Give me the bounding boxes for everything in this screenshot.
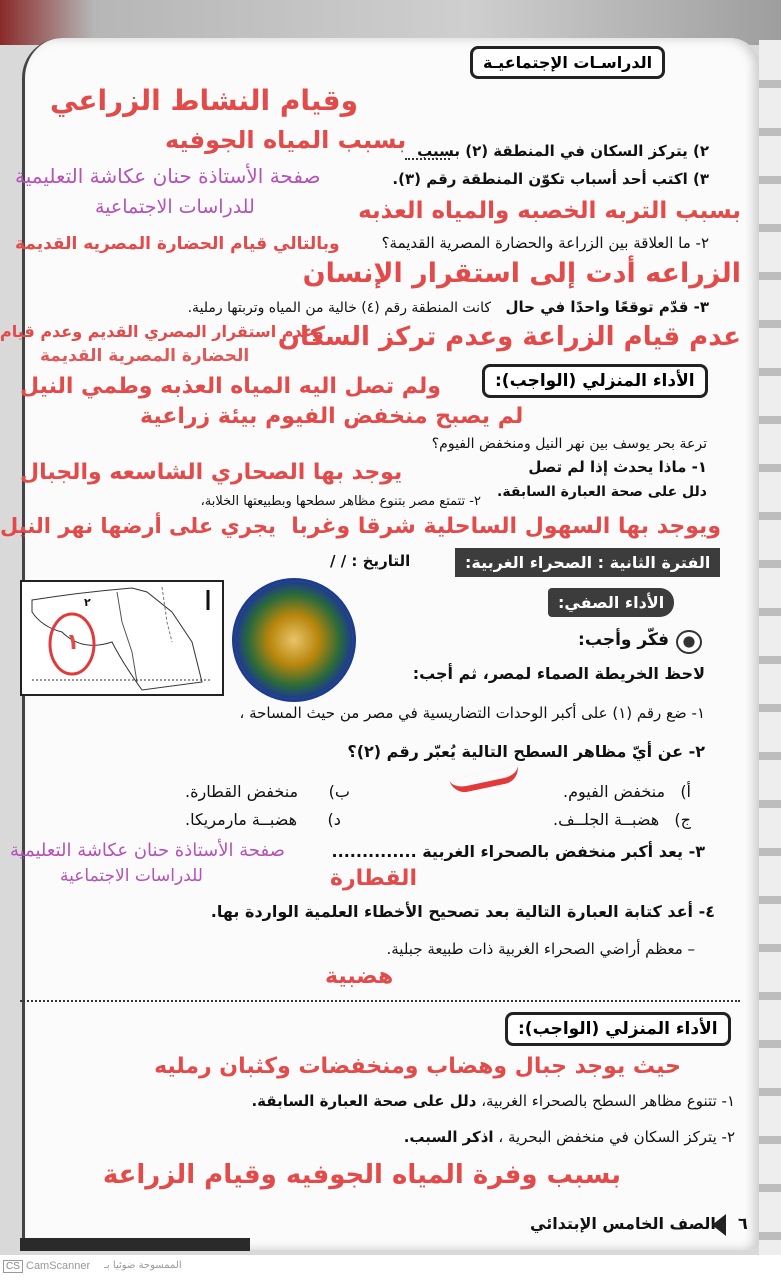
statement-text: – معظم أراضي الصحراء الغربية ذات طبيعة جبلية. (386, 940, 695, 958)
handwritten-answer: يوجد بها الصحاري الشاسعه والجبال (20, 460, 403, 485)
camscanner-logo-icon: CS (3, 1260, 23, 1273)
handwritten-answer: وعدم استقرار المصري القديم وعدم قيام (0, 322, 324, 341)
footer-band (20, 1238, 250, 1251)
section-banner: الفترة الثانية : الصحراء الغربية: (455, 548, 720, 577)
homework-title: الأداء المنزلي (الواجب): (482, 364, 708, 398)
handwritten-answer: ولم تصل اليه المياه العذبه وطمي النيل (20, 374, 441, 399)
question-text-regular: ٢- يتركز السكان في منخفض البحرية ، (498, 1128, 735, 1146)
watermark-text: للدراسات الاجتماعية (60, 866, 203, 886)
egypt-blank-map (20, 580, 224, 696)
question-text: كانت المنطقة رقم (٤) خالية من المياه وتربتها رملية. (187, 300, 491, 316)
option-text: هضبــة مارمريكا. (185, 810, 297, 829)
scanner-label: الممسوحة ضوئيا بـ (104, 1260, 182, 1271)
map-answer-number: ١ (66, 630, 80, 655)
question-text: ١- ضع رقم (١) على أكبر الوحدات التضاريسية في مصر من حيث المساحة ، (239, 704, 705, 722)
scanner-footer (0, 1255, 781, 1280)
option-key: ب) (328, 782, 350, 801)
page-number: ٦ (738, 1214, 748, 1233)
homework-title: الأداء المنزلي (الواجب): (505, 1012, 731, 1046)
question-text: ٣- يعد أكبر منخفض بالصحراء الغربية .............. (331, 842, 705, 861)
instruction-text: لاحظ الخريطة الصماء لمصر، ثم أجب: (412, 664, 705, 683)
question-text: ٤- أعد كتابة العبارة التالية بعد تصحيح الأخطاء العلمية الواردة بها. (210, 902, 715, 921)
page-edge (759, 40, 781, 1255)
watermark-text: صفحة الأستاذة حنان عكاشة التعليمية (10, 840, 285, 861)
map-label: ٢ (84, 596, 91, 609)
answer-line (20, 1000, 740, 1002)
handwritten-answer: بسبب التربه الخصبه والمياه العذبه (358, 198, 741, 224)
option-text: منخفض القطارة. (185, 782, 299, 801)
option-key: أ) (680, 782, 691, 801)
option-text: منخفض الفيوم. (563, 782, 666, 801)
handwritten-answer: الزراعه أدت إلى استقرار الإنسان (302, 258, 741, 289)
handwritten-answer: وقيام النشاط الزراعي (50, 84, 359, 117)
handwritten-answer: الحضارة المصرية القديمة (40, 346, 250, 366)
watermark-text: للدراسات الاجتماعية (95, 196, 255, 218)
handwritten-answer: بسبب وفرة المياه الجوفيه وقيام الزراعة (102, 1160, 621, 1190)
question-text: ترعة بحر يوسف بين نهر النيل ومنخفض الفيوم؟ (431, 436, 707, 452)
option-key: د) (327, 810, 341, 829)
question-text-bold: اذكر السبب. (403, 1128, 494, 1146)
handwritten-answer: هضبية (325, 964, 394, 989)
classwork-tab: الأداء الصفي: (548, 588, 674, 617)
subject-header: الدراسـات الإجتماعيـة (470, 46, 665, 79)
option-text: هضبــة الجلــف. (553, 810, 660, 829)
watermark-text: صفحة الأستاذة حنان عكاشة التعليمية (15, 164, 321, 188)
handwritten-answer: حيث يوجد جبال وهضاب ومنخفضات وكثبان رمليه (154, 1054, 681, 1079)
option-d[interactable] (185, 810, 341, 829)
handwritten-answer: لم يصبح منخفض الفيوم بيئة زراعية (140, 404, 524, 429)
date-field: التاريخ : / / (330, 552, 411, 570)
eye-icon (676, 630, 702, 654)
question-text (251, 1092, 735, 1110)
option-c[interactable] (553, 810, 691, 829)
teacher-page-logo (232, 578, 356, 702)
arrow-icon (712, 1214, 726, 1236)
question-text: ١- ماذا يحدث إذا لم تصل (528, 458, 707, 476)
camscanner-brand: CamScanner (26, 1260, 91, 1272)
question-text-regular: ١- تتنوع مظاهر السطح بالصحراء الغربية، (481, 1092, 735, 1110)
question-text: ٣) اكتب أحد أسباب تكوّن المنطقة رقم (٣). (392, 170, 709, 188)
option-key: ج) (674, 810, 691, 829)
question-text: ٢- عن أيّ مظاهر السطح التالية يُعبّر رقم (٢)؟ (347, 742, 705, 761)
question-text: ٢- تتمتع مصر بتنوع مظاهر سطحها وبطبيعتها الخلابة، (200, 494, 481, 509)
handwritten-answer: وبالتالي قيام الحضارة المصريه القديمة (15, 234, 340, 254)
question-text: ٢) يتركز السكان في المنطقة (٢) بسبب (417, 142, 709, 160)
think-heading: فكّر وأجب: (578, 630, 669, 650)
question-text: ٣- قدّم توقعًا واحدًا في حال (505, 298, 709, 316)
grade-label: الصف الخامس الإبتدائي (530, 1214, 716, 1233)
question-text-bold: دلل على صحة العبارة السابقة. (251, 1092, 477, 1110)
question-text-bold: دلل على صحة العبارة السابقة. (497, 484, 707, 500)
handwritten-answer: بسبب المياه الجوفيه (165, 126, 407, 154)
handwritten-answer: القطارة (330, 866, 417, 891)
question-text (404, 1128, 735, 1146)
handwritten-answer: يجري على أرضها نهر النيل (0, 514, 276, 538)
option-a[interactable] (563, 782, 691, 801)
option-b[interactable] (185, 782, 350, 801)
handwritten-answer: ويوجد بها السهول الساحلية شرقا وغربا (291, 514, 721, 539)
handwritten-answer: عدم قيام الزراعة وعدم تركز السكان (277, 322, 741, 352)
question-text: ٢- ما العلاقة بين الزراعة والحضارة المصرية القديمة؟ (381, 234, 709, 252)
